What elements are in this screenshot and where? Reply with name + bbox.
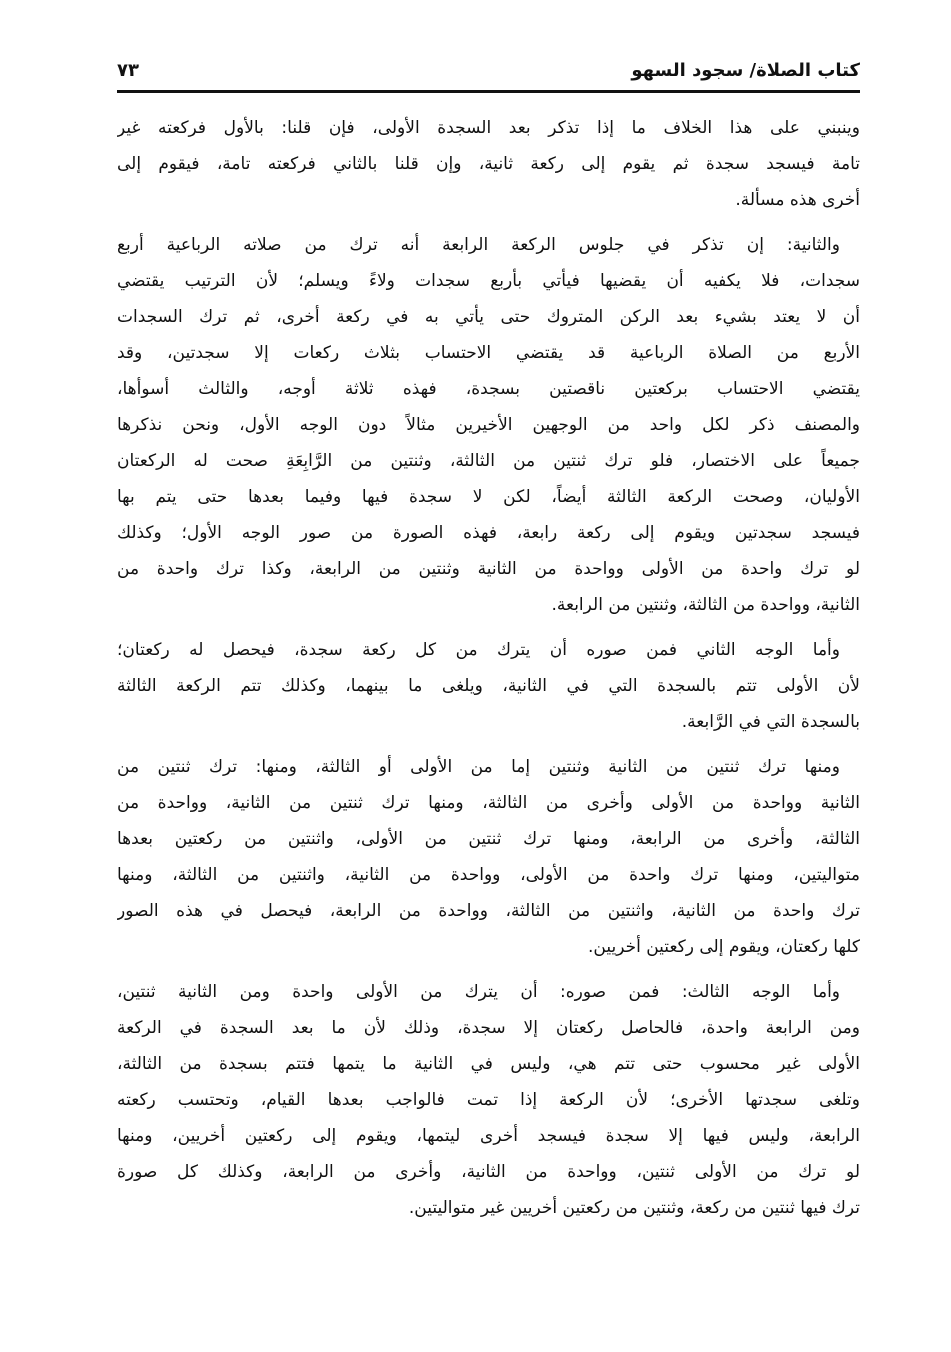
text-line: وينبني على هذا الخلاف ما إذا تذكر بعد السجدة الأولى، فإن قلنا: بالأول فركعته غير — [117, 118, 860, 138]
text-line: تامة فيسجد سجدة ثم يقوم إلى ركعة ثانية، وإن قلنا بالثاني فركعته تامة، فيقوم إلى — [117, 154, 860, 174]
text-line: الرابعة، وليس فيها إلا سجدة فيسجد أخرى ليتمها، ويقوم إلى ركعتين أخريين، ومنها — [117, 1126, 860, 1146]
text-line: وأما الوجه الثالث: فمن صوره: أن يترك من الأولى واحدة ومن الثانية ثنتين، — [117, 982, 840, 1002]
paragraph — [117, 974, 860, 1226]
paragraph — [117, 749, 860, 965]
text-line: الثالثة، وأخرى من الرابعة، ومنها ترك ثنتين من الأولى، واثنتين من ركعتين بعدها — [117, 829, 860, 849]
paragraph — [117, 110, 860, 218]
text-line: كلها ركعتان، ويقوم إلى ركعتين أخريين. — [588, 937, 860, 957]
text-line: والمصنف ذكر لكل واحد من الوجهين الأخيرين مثالاً دون الوجه الأول، ونحن نذكرها — [117, 415, 860, 435]
text-line: يقتضي الاحتساب بركعتين ناقصتين بسجدة، فهذه ثلاثة أوجه، والثالث أسوأها، — [117, 379, 860, 399]
text-line: متواليتين، ومنها ترك واحدة من الأولى، وواحدة من الثانية، واثنتين من الثالثة، ومنها — [117, 865, 860, 885]
text-line: جميعاً على الاختصار، فلو ترك ثنتين من الثالثة، وثنتين من الرَّابِعَةِ صحت له الركعتان — [117, 451, 860, 471]
text-line: سجدات، فلا يكفيه أن يقضيها فيأتي بأربع سجدات ولاءً ويسلم؛ لأن الترتيب يقتضي — [117, 271, 860, 291]
text-line: لو ترك من الأولى ثنتين، وواحدة من الثانية، وأخرى من الرابعة، وكذلك كل صورة — [117, 1162, 860, 1182]
text-line: والثانية: إن تذكر في جلوس الركعة الرابعة أنه ترك من صلاته الرباعية أربع — [117, 235, 840, 255]
text-line: ترك فيها ثنتين من ركعة، وثنتين من ركعتين أخريين غير متواليتين. — [408, 1198, 860, 1218]
text-line: ومنها ترك ثنتين من الثانية وثنتين إما من الأولى أو الثالثة، ومنها: ترك ثنتين من — [117, 757, 840, 777]
chapter-title: كتاب الصلاة/ سجود السهو — [631, 59, 860, 81]
text-line: الثانية، وواحدة من الثالثة، وثنتين من الرابعة. — [551, 595, 860, 615]
page-body — [117, 110, 860, 1235]
text-line: وأما الوجه الثاني فمن صوره أن يترك من كل ركعة سجدة، فيحصل له ركعتان؛ — [117, 640, 840, 660]
text-line: أخرى هذه مسألة. — [735, 190, 860, 210]
running-header — [117, 50, 860, 90]
paragraph — [117, 632, 860, 740]
text-line: بالسجدة التي في الرَّابعة. — [681, 712, 860, 732]
header-rule — [117, 90, 860, 93]
text-line: فيسجد سجدتين ويقوم إلى ركعة رابعة، فهذه الصورة من صور الوجه الأول؛ وكذلك — [117, 523, 860, 543]
paragraph — [117, 227, 860, 623]
page-number: ٧٣ — [117, 59, 139, 81]
text-line: لأن الأولى تتم بالسجدة التي في الثانية، ويلغى ما بينهما، وكذلك تتم الركعة الثالثة — [117, 676, 860, 696]
text-line: أن لا يعتد بشيء بعد الركن المتروك حتى يأتي به في ركعة أخرى، ثم ترك السجدات — [117, 307, 860, 327]
text-line: ترك واحدة من الثانية، واثنتين من الثالثة، وواحدة من الرابعة، فيحصل في هذه الصور — [117, 901, 860, 921]
text-line: ومن الرابعة واحدة، فالحاصل ركعتان إلا سجدة، وذلك لأن ما بعد السجدة في الركعة — [117, 1018, 860, 1038]
text-line: وتلغى سجدتها الأخرى؛ لأن الركعة إذا تمت فالواجب بعدها القيام، وتحتسب ركعته — [117, 1090, 860, 1110]
text-line: الثانية وواحدة من الأولى وأخرى من الثالثة، ومنها ترك ثنتين من الثانية، وواحدة من — [117, 793, 860, 813]
text-line: الأربع من الصلاة الرباعية قد يقتضي الاحتساب بثلاث ركعات إلا سجدتين، وقد — [117, 343, 860, 363]
text-line: لو ترك واحدة من الأولى وواحدة من الثانية وثنتين من الرابعة، وكذا ترك واحدة من — [117, 559, 860, 579]
text-line: الأولى غير محسوب حتى تتم هي، وليس في الثانية ما يتمها فتتم بسجدة من الثالثة، — [117, 1054, 860, 1074]
text-line: الأوليان، وصحت الركعة الثالثة أيضاً، لكن لا سجدة فيها وفيما بعدها حتى يتم بها — [117, 487, 860, 507]
